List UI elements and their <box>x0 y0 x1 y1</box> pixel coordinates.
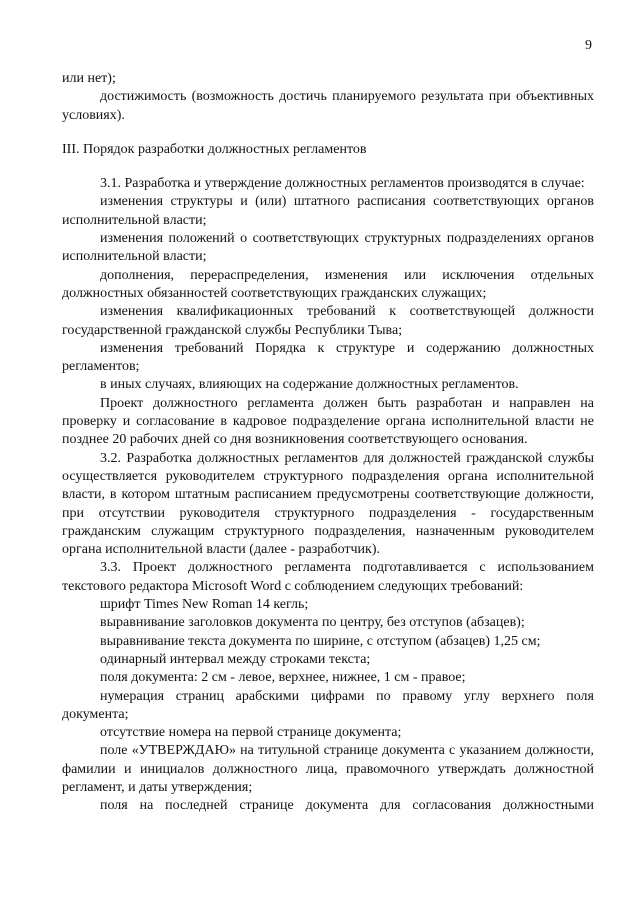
document-body <box>62 70 594 816</box>
list-item: поля документа: 2 см - левое, верхнее, нижнее, 1 см - правое; <box>100 670 466 686</box>
list-item: изменения требований Порядка к структуре и содержанию должностных регламентов; <box>62 340 594 375</box>
text-paragraph: достижимость (возможность достичь планируемого результата при объективных условиях). <box>62 89 594 123</box>
paragraph-3-1: 3.1. Разработка и утверждение должностных регламентов производятся в случае: <box>100 176 585 192</box>
list-item: выравнивание заголовков документа по центру, без отступов (абзацев); <box>100 615 525 631</box>
list-item: нумерация страниц арабскими цифрами по правому углу верхнего поля документа; <box>62 688 594 722</box>
paragraph-3-2: 3.2. Разработка должностных регламентов для должностей гражданской службы осуществляется руководителем структурного подразделения органа исполнительной власти, в котором штатным расписанием предусмотрены соответствующие должности, при отсутствии руководителя структурного подразделения - государственным гражданским служащим структурного подразделения, назначенным руководителем органа исполнительной власти (далее - разработчик). <box>62 450 594 558</box>
page-number: 9 <box>585 38 592 53</box>
list-item: отсутствие номера на первой странице документа; <box>100 725 402 741</box>
paragraph-3-3: 3.3. Проект должностного регламента подготавливается с использованием текстового редактора Microsoft Word с соблюдением следующих требований: <box>62 560 594 594</box>
text-paragraph: Проект должностного регламента должен быть разработан и направлен на проверку и согласование в кадровое подразделение органа исполнительной власти не позднее 20 рабочих дней со дня возникновения соответствующего основания. <box>62 395 594 448</box>
list-item: в иных случаях, влияющих на содержание должностных регламентов. <box>100 377 519 393</box>
list-item: поле «УТВЕРЖДАЮ» на титульной странице документа с указанием должности, фамилии и инициалов должностного лица, правомочного утверждать должностной регламент, и даты утверждения; <box>62 743 594 795</box>
list-item: изменения положений о соответствующих структурных подразделениях органов исполнительной власти; <box>62 231 594 265</box>
list-item: выравнивание текста документа по ширине, с отступом (абзацев) 1,25 см; <box>100 633 541 649</box>
text-line: или нет); <box>62 71 116 86</box>
list-item: одинарный интервал между строками текста; <box>100 651 371 667</box>
list-item: шрифт Times New Roman 14 кегль; <box>100 597 309 613</box>
list-item: дополнения, перераспределения, изменения или исключения отдельных должностных обязанностей соответствующих гражданских служащих; <box>62 267 594 301</box>
list-item: изменения квалификационных требований к соответствующей должности государственной гражданской службы Республики Тыва; <box>62 304 594 338</box>
list-item: изменения структуры и (или) штатного расписания соответствующих органов исполнительной власти; <box>62 194 594 228</box>
section-heading: III. Порядок разработки должностных регламентов <box>62 141 367 157</box>
list-item: поля на последней странице документа для согласования должностными <box>100 798 594 814</box>
